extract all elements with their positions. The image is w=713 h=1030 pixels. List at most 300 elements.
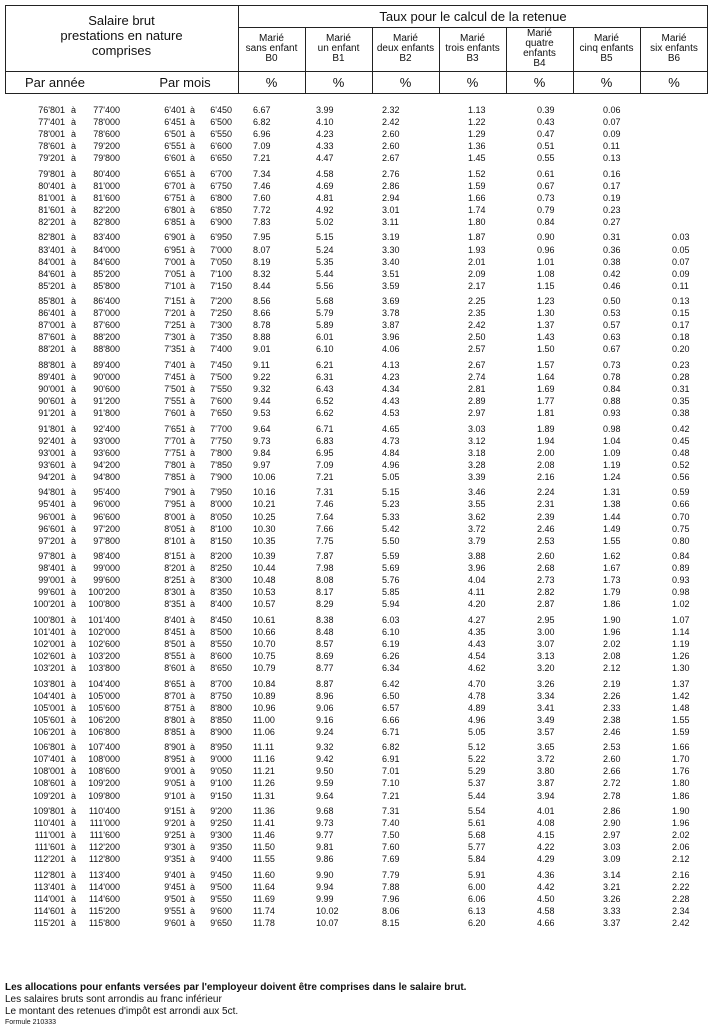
month-to: 9'150 (210, 790, 232, 801)
rate-b5: 2.33 (603, 702, 621, 713)
rate-b4: 2.68 (537, 563, 555, 574)
rate-b2: 6.71 (382, 726, 400, 737)
rate-b4: 0.39 (537, 105, 555, 115)
month-from: 7'301 (164, 332, 186, 343)
month-to: 8'450 (210, 614, 232, 625)
rate-b4: 3.07 (537, 638, 555, 649)
month-from: 9'151 (164, 806, 186, 817)
rate-b1: 5.79 (316, 308, 334, 319)
rate-b2: 3.96 (382, 332, 400, 343)
table-row (5, 268, 708, 280)
month-sep: à (190, 766, 196, 777)
rate-b1: 9.94 (316, 881, 334, 892)
rate-b4: 2.00 (537, 447, 555, 458)
rate-b6: 2.42 (672, 918, 690, 928)
rate-b5: 2.78 (603, 790, 621, 801)
year-from: 77'401 (38, 117, 65, 128)
table-row (5, 777, 708, 789)
rate-b6: 1.19 (672, 638, 690, 649)
table-row (5, 486, 708, 498)
rate-b2: 6.34 (382, 663, 400, 674)
rate-b0: 10.06 (253, 471, 276, 482)
rate-b2: 8.06 (382, 905, 400, 916)
rate-b3: 1.45 (468, 153, 486, 164)
year-to: 96'600 (93, 511, 120, 522)
month-to: 7'700 (210, 423, 232, 434)
table-row (5, 714, 708, 726)
year-from: 82'801 (38, 232, 65, 243)
year-sep: à (71, 244, 77, 255)
percent-unit-0: % (265, 75, 278, 90)
rate-b0: 10.39 (253, 551, 276, 562)
year-from: 80'401 (38, 180, 65, 191)
rate-b6: 0.09 (672, 268, 690, 279)
rate-b3: 3.72 (468, 523, 486, 534)
rate-b1: 7.31 (316, 487, 334, 498)
rate-b2: 2.94 (382, 192, 400, 203)
month-sep: à (190, 141, 196, 152)
rate-b4: 3.80 (537, 766, 555, 777)
rate-b5: 1.09 (603, 447, 621, 458)
year-to: 79'200 (93, 141, 120, 152)
rate-b5: 0.42 (603, 268, 621, 279)
rate-b5: 3.09 (603, 854, 621, 865)
rate-b3: 3.79 (468, 535, 486, 546)
table-row (5, 140, 708, 152)
month-from: 7'051 (164, 268, 186, 279)
rate-b0: 10.70 (253, 638, 276, 649)
rate-b3: 4.54 (468, 651, 486, 662)
year-sep: à (71, 308, 77, 319)
column-header-b5-line-1: Marié (593, 33, 619, 44)
rate-b1: 9.68 (316, 806, 334, 817)
month-sep: à (190, 614, 196, 625)
rate-b3: 1.29 (468, 129, 486, 140)
rate-b5: 1.38 (603, 499, 621, 510)
rate-b4: 4.58 (537, 905, 555, 916)
month-to: 9'050 (210, 766, 232, 777)
rate-b0: 10.35 (253, 535, 276, 546)
year-to: 81'600 (93, 192, 120, 203)
month-to: 9'300 (210, 830, 232, 841)
rate-b5: 1.55 (603, 535, 621, 546)
rate-title: Taux pour le calcul de la retenue (379, 9, 567, 24)
month-from: 7'101 (164, 280, 186, 291)
year-to: 107'400 (88, 742, 120, 753)
year-to: 103'800 (88, 663, 120, 674)
rate-b2: 7.21 (382, 790, 400, 801)
rate-b0: 8.44 (253, 280, 271, 291)
month-sep: à (190, 881, 196, 892)
year-sep: à (71, 842, 77, 853)
year-from: 88'801 (38, 359, 65, 370)
row-group (5, 231, 708, 291)
rate-b5: 2.53 (603, 742, 621, 753)
rate-b4: 2.16 (537, 471, 555, 482)
month-from: 9'451 (164, 881, 186, 892)
rate-b0: 11.74 (253, 905, 275, 916)
month-from: 9'301 (164, 842, 186, 853)
rate-b0: 7.09 (253, 141, 271, 152)
table-row (5, 550, 708, 562)
rate-b5: 0.13 (603, 153, 621, 164)
month-sep: à (190, 244, 196, 255)
rate-b0: 10.89 (253, 690, 276, 701)
year-from: 78'001 (38, 129, 65, 140)
rate-b2: 4.73 (382, 435, 400, 446)
table-row (5, 280, 708, 292)
year-sep: à (71, 256, 77, 267)
rate-b5: 3.03 (603, 842, 621, 853)
row-group (5, 423, 708, 483)
rate-b0: 10.66 (253, 626, 276, 637)
rate-b5: 2.90 (603, 818, 621, 829)
rate-b5: 1.73 (603, 575, 621, 586)
rate-b6: 0.28 (672, 371, 690, 382)
rate-b2: 3.19 (382, 232, 400, 243)
rate-b4: 2.53 (537, 535, 555, 546)
year-from: 111'601 (34, 842, 65, 853)
month-to: 6'850 (210, 204, 232, 215)
rate-b0: 9.44 (253, 396, 271, 407)
column-header-b0-line-3: B0 (265, 53, 278, 64)
year-from: 82'201 (38, 216, 65, 227)
rate-b3: 3.28 (468, 459, 486, 470)
year-to: 92'400 (93, 423, 120, 434)
month-to: 9'650 (210, 918, 232, 928)
rate-b3: 6.20 (468, 918, 486, 928)
year-from: 99'001 (38, 575, 65, 586)
year-sep: à (71, 523, 77, 534)
rate-b6: 2.12 (672, 854, 690, 865)
rate-b1: 8.57 (316, 638, 334, 649)
footer-note-allocations: Les allocations pour enfants versées par l'employeur doivent être comprises dans le salaire brut. (5, 982, 467, 993)
rate-b4: 2.73 (537, 575, 555, 586)
rate-b3: 2.25 (468, 296, 486, 307)
rate-b0: 10.79 (253, 663, 276, 674)
rate-b5: 2.72 (603, 778, 621, 789)
month-to: 8'150 (210, 535, 232, 546)
rate-b6: 1.70 (672, 754, 690, 765)
rate-b6: 0.48 (672, 447, 690, 458)
month-from: 6'651 (164, 168, 186, 179)
month-to: 9'500 (210, 881, 232, 892)
rate-b0: 10.57 (253, 599, 276, 610)
rate-b0: 11.69 (253, 893, 275, 904)
year-sep: à (71, 192, 77, 203)
rate-b1: 4.10 (316, 117, 334, 128)
column-header-b3-line-2: trois enfants (445, 43, 500, 54)
table-row (5, 869, 708, 881)
rate-b1: 9.73 (316, 818, 334, 829)
footer-note-rounding-tax: Le montant des retenues d'impôt est arrondi aux 5ct. (5, 1006, 239, 1017)
rate-b0: 9.11 (253, 359, 270, 370)
month-to: 8'850 (210, 714, 232, 725)
year-to: 113'400 (88, 869, 120, 880)
rate-b4: 4.22 (537, 842, 555, 853)
rate-b4: 3.41 (537, 702, 555, 713)
rate-b5: 0.78 (603, 371, 621, 382)
month-sep: à (190, 714, 196, 725)
table-row (5, 459, 708, 471)
year-sep: à (71, 587, 77, 598)
year-from: 98'401 (38, 563, 65, 574)
month-from: 6'751 (164, 192, 186, 203)
year-to: 115'200 (88, 905, 120, 916)
rate-b0: 7.95 (253, 232, 271, 243)
year-sep: à (71, 105, 77, 115)
rate-b5: 2.86 (603, 806, 621, 817)
rate-b0: 11.60 (253, 869, 275, 880)
rate-b3: 4.27 (468, 614, 486, 625)
month-sep: à (190, 332, 196, 343)
month-to: 9'250 (210, 818, 232, 829)
rate-b1: 9.81 (316, 842, 334, 853)
table-row (5, 765, 708, 777)
year-from: 81'601 (38, 204, 65, 215)
month-from: 9'251 (164, 830, 186, 841)
rate-b2: 2.67 (382, 153, 400, 164)
year-to: 100'800 (88, 599, 120, 610)
rate-b5: 0.31 (603, 232, 621, 243)
month-from: 8'001 (164, 511, 186, 522)
rate-b3: 4.20 (468, 599, 486, 610)
month-sep: à (190, 447, 196, 458)
year-to: 114'600 (88, 893, 120, 904)
year-from: 108'601 (33, 778, 65, 789)
month-from: 8'351 (164, 599, 186, 610)
rate-b1: 6.83 (316, 435, 334, 446)
year-from: 105'001 (33, 702, 65, 713)
rate-b2: 7.60 (382, 842, 400, 853)
rate-b3: 3.39 (468, 471, 486, 482)
month-sep: à (190, 918, 196, 928)
rate-b1: 8.29 (316, 599, 334, 610)
rate-b3: 1.87 (468, 232, 486, 243)
table-row (5, 128, 708, 140)
rate-b2: 4.96 (382, 459, 400, 470)
rate-b6: 1.86 (672, 790, 690, 801)
rate-b5: 1.90 (603, 614, 621, 625)
year-to: 103'200 (88, 651, 120, 662)
rate-b0: 9.64 (253, 423, 271, 434)
rate-b3: 2.17 (468, 280, 486, 291)
rate-b1: 9.90 (316, 869, 334, 880)
year-to: 90'000 (93, 371, 120, 382)
rate-b2: 7.31 (382, 806, 400, 817)
rate-b2: 6.57 (382, 702, 400, 713)
month-sep: à (190, 435, 196, 446)
salary-title-line-1: Salaire brut (88, 13, 155, 28)
month-sep: à (190, 359, 196, 370)
rate-b2: 4.84 (382, 447, 400, 458)
year-from: 87'601 (38, 332, 65, 343)
table-row (5, 817, 708, 829)
rate-b3: 3.55 (468, 499, 486, 510)
rate-b0: 10.25 (253, 511, 276, 522)
rate-b4: 1.89 (537, 423, 555, 434)
table-row (5, 231, 708, 243)
table-row (5, 395, 708, 407)
month-sep: à (190, 535, 196, 546)
rate-b5: 2.66 (603, 766, 621, 777)
rate-b4: 1.57 (537, 359, 555, 370)
rate-b2: 3.78 (382, 308, 400, 319)
rate-b6: 1.66 (672, 742, 690, 753)
year-to: 109'200 (88, 778, 120, 789)
year-from: 84'601 (38, 268, 65, 279)
rate-b4: 0.55 (537, 153, 555, 164)
column-header-b1-line-3: B1 (332, 53, 345, 64)
column-header-b2-line-2: deux enfants (376, 43, 435, 54)
column-header-b1-line-1: Marié (325, 33, 351, 44)
rate-b1: 8.38 (316, 614, 334, 625)
month-from: 7'651 (164, 423, 186, 434)
column-header-b5-line-3: B5 (600, 53, 613, 64)
rate-b1: 4.23 (316, 129, 334, 140)
rate-b4: 0.67 (537, 180, 555, 191)
rate-b2: 6.26 (382, 651, 400, 662)
rate-b4: 4.01 (537, 806, 555, 817)
rate-b6: 0.13 (672, 296, 690, 307)
rate-b6: 0.66 (672, 499, 690, 510)
year-to: 84'600 (93, 256, 120, 267)
header-border-top (5, 5, 708, 6)
rate-b3: 4.96 (468, 714, 486, 725)
table-row (5, 471, 708, 483)
rate-b1: 8.77 (316, 663, 334, 674)
table-row (5, 678, 708, 690)
rate-b4: 1.77 (537, 396, 555, 407)
rate-b4: 3.13 (537, 651, 555, 662)
row-group (5, 104, 708, 164)
month-from: 7'751 (164, 447, 186, 458)
rate-b6: 1.59 (672, 726, 690, 737)
month-from: 7'701 (164, 435, 186, 446)
row-group (5, 869, 708, 929)
rate-b2: 5.50 (382, 535, 400, 546)
rate-b4: 1.23 (537, 296, 555, 307)
table-row (5, 104, 708, 116)
rate-b6: 1.30 (672, 663, 690, 674)
rate-b0: 11.36 (253, 806, 275, 817)
rate-b4: 1.81 (537, 408, 555, 419)
year-sep: à (71, 881, 77, 892)
rate-b4: 1.15 (537, 280, 555, 291)
month-from: 9'401 (164, 869, 186, 880)
month-sep: à (190, 599, 196, 610)
per-month-header: Par mois (159, 75, 211, 90)
month-to: 7'550 (210, 384, 232, 395)
year-to: 88'200 (93, 332, 120, 343)
month-to: 9'450 (210, 869, 232, 880)
year-sep: à (71, 754, 77, 765)
year-sep: à (71, 551, 77, 562)
rate-b1: 9.64 (316, 790, 334, 801)
month-sep: à (190, 396, 196, 407)
year-from: 109'201 (33, 790, 65, 801)
rate-b2: 7.69 (382, 854, 400, 865)
month-sep: à (190, 105, 196, 115)
year-sep: à (71, 626, 77, 637)
year-sep: à (71, 714, 77, 725)
month-to: 9'100 (210, 778, 232, 789)
rate-b0: 7.21 (253, 153, 271, 164)
rate-b1: 7.98 (316, 563, 334, 574)
rate-b3: 1.22 (468, 117, 486, 128)
rate-b0: 9.97 (253, 459, 271, 470)
year-from: 79'201 (38, 153, 65, 164)
rate-b4: 1.50 (537, 344, 555, 355)
table-row (5, 359, 708, 371)
rate-b2: 5.94 (382, 599, 400, 610)
month-from: 6'951 (164, 244, 186, 255)
rate-b3: 6.13 (468, 905, 486, 916)
year-from: 112'801 (33, 869, 65, 880)
column-header-b6-line-2: six enfants (650, 43, 698, 54)
table-row (5, 598, 708, 610)
year-to: 105'000 (88, 690, 120, 701)
rate-b5: 0.23 (603, 204, 621, 215)
table-row (5, 905, 708, 917)
year-from: 105'601 (33, 714, 65, 725)
rate-b4: 3.65 (537, 742, 555, 753)
year-from: 88'201 (38, 344, 65, 355)
rate-b6: 2.34 (672, 905, 690, 916)
rate-b1: 4.58 (316, 168, 334, 179)
rate-b2: 5.85 (382, 587, 400, 598)
rate-b1: 5.68 (316, 296, 334, 307)
rate-b0: 11.26 (253, 778, 275, 789)
rate-b5: 0.98 (603, 423, 621, 434)
rate-b2: 8.15 (382, 918, 400, 928)
row-group (5, 359, 708, 419)
table-row (5, 319, 708, 331)
year-to: 78'600 (93, 129, 120, 140)
year-from: 97'801 (38, 551, 65, 562)
year-sep: à (71, 869, 77, 880)
rate-b0: 8.56 (253, 296, 271, 307)
month-to: 7'350 (210, 332, 232, 343)
month-from: 6'551 (164, 141, 186, 152)
rate-b3: 5.54 (468, 806, 486, 817)
year-sep: à (71, 854, 77, 865)
month-to: 8'000 (210, 499, 232, 510)
rate-b5: 0.36 (603, 244, 621, 255)
rate-b1: 7.87 (316, 551, 334, 562)
year-to: 102'600 (88, 638, 120, 649)
rate-b6: 2.02 (672, 830, 690, 841)
year-sep: à (71, 471, 77, 482)
row-group (5, 678, 708, 738)
per-year-header: Par année (25, 75, 85, 90)
month-from: 9'001 (164, 766, 186, 777)
rate-b1: 6.71 (316, 423, 334, 434)
rate-b6: 0.15 (672, 308, 690, 319)
column-header-b4-line-3: enfants (523, 48, 556, 59)
year-from: 86'401 (38, 308, 65, 319)
month-to: 7'600 (210, 396, 232, 407)
table-row (5, 917, 708, 929)
year-sep: à (71, 778, 77, 789)
year-to: 109'800 (88, 790, 120, 801)
column-header-b3-line-3: B3 (466, 53, 479, 64)
year-from: 83'401 (38, 244, 65, 255)
rate-b1: 4.69 (316, 180, 334, 191)
column-header-b2-line-3: B2 (399, 53, 412, 64)
rate-b3: 3.88 (468, 551, 486, 562)
month-sep: à (190, 180, 196, 191)
